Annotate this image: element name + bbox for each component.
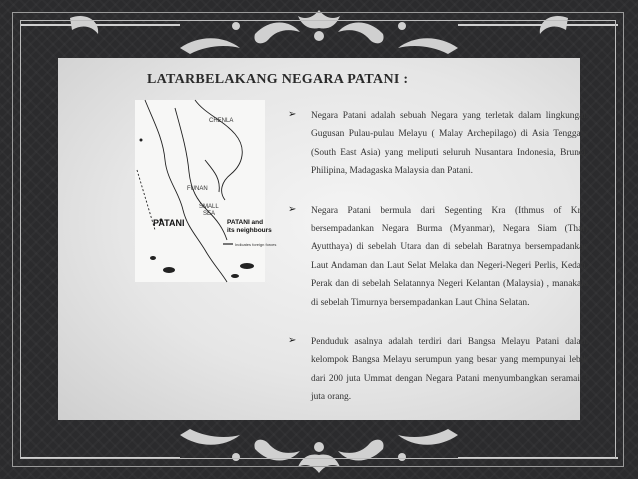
map-label-small-sea: SMALL (199, 204, 219, 210)
list-item (288, 333, 588, 407)
list-item (288, 107, 588, 181)
map-label-neighbours-line1: PATANI and (227, 219, 264, 226)
bullet-text: Negara Patani adalah sebuah Negara yang terletak dalam lingkungan Gugusan Pulau-pulau Melayu ( Malay Archepilago) di Asia Tenggara (South East Asia) yang meliputi seluruh Nusantara Indonesia, Brunei, Philipina, Madagaska Malaysia dan Patani. (311, 111, 588, 177)
map-legend-text: Indicates foreign forces (235, 242, 277, 247)
map-label-funan: FUNAN (187, 186, 208, 192)
arrowhead-icon: ➢ (288, 109, 297, 120)
bullet-list (288, 107, 588, 428)
map-label-patani: PATANI (153, 218, 185, 228)
bullet-text: Negara Patani bermula dari Segenting Kra (Ithmus of Kra) bersempadankan Negara Burma (Myanmar), Negara Siam (Thai) Ayutthaya) di sebelah Utara dan di sebelah Baratnya bersempadankan Laut Andaman dan Laut Selat Melaka dan Negeri-Negeri Perlis, Kedah, Perak dan di sebelah Selatannya Negeri Kelantan (Malaysia) , manakala di sebelah Timurnya bersempadankan Laut China Selatan. (311, 205, 588, 308)
map-label-neighbours-line2: its neighbours (227, 227, 272, 234)
patani-map-image (135, 100, 277, 282)
slide-title: LATARBELAKANG NEGARA PATANI : (147, 72, 409, 87)
map-label-sea: SEA (203, 211, 216, 217)
arrowhead-icon: ➢ (288, 335, 297, 347)
arrowhead-icon: ➢ (288, 203, 297, 215)
map-label-chenla: CHENLA (209, 118, 234, 124)
bullet-text: Penduduk asalnya adalah terdiri dari Bangsa Melayu Patani dalam kelompok Bangsa Melayu serumpun yang besar yang mempunyai lebih dari 200 juta Ummat dengan Negara Patani menyumbangkan seramai 3 juta orang. (311, 337, 588, 403)
list-item (288, 202, 588, 312)
